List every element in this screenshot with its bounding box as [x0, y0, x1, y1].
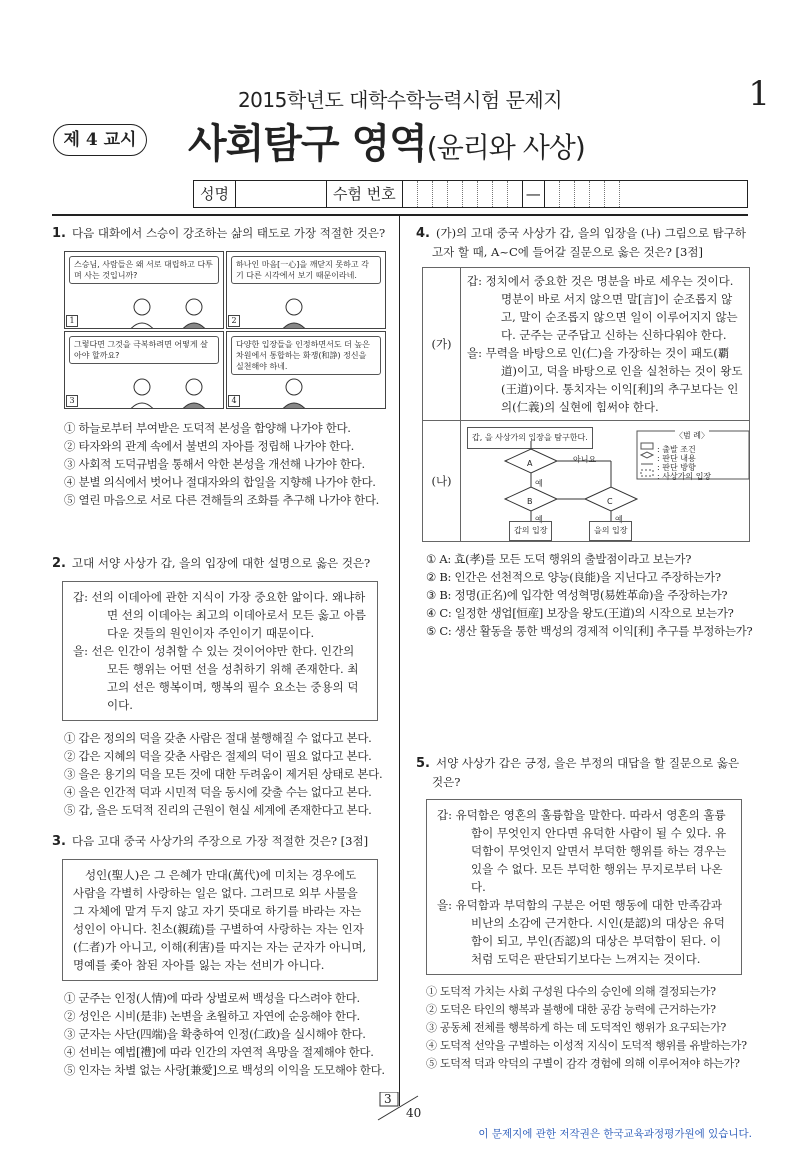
answer-option[interactable]: ② B: 인간은 선천적으로 양능(良能)을 지닌다고 주장하는가?	[426, 570, 721, 584]
legend-item: : 사상가의 입장	[657, 472, 712, 481]
exam-number-label: 수험 번호	[327, 181, 403, 207]
option-list	[52, 989, 386, 1079]
exam-number-cell[interactable]	[545, 181, 560, 207]
passage-box: 성인(聖人)은 그 은혜가 만대(萬代)에 미치는 경우에도 사람을 각별히 사랑하는 일은 없다. 그러므로 외부 사물을 그 자체에 맡겨 두지 않고 자기 뜻대로 하기를 바라는 자는 성인이 아니다. 친소(親疏)를 구별하여 사랑하는 자는 인자(仁者)가 아니고, 이해(利害)를 따지는 자는 군자가 아니며, 명예를 좇아 참된 자아를 잃는 자는 선비가 아니다.	[62, 859, 378, 981]
panel-number: 1	[66, 315, 78, 327]
answer-option[interactable]: ① 도덕적 가치는 사회 구성원 다수의 승인에 의해 결정되는가?	[426, 985, 716, 998]
teacher-figure-icon	[277, 374, 311, 409]
legend-item: : 판단 내용	[657, 454, 696, 463]
page-number: 1	[748, 74, 770, 114]
answer-option[interactable]: ③ B: 정명(正名)에 입각한 역성혁명(易姓革命)을 주장하는가?	[426, 588, 728, 602]
exam-title: 2015학년도 대학수학능력시험 문제지	[237, 88, 563, 112]
passage-text: 선은 인간이 성취할 수 있는 것이어야만 한다. 인간의 모든 행위는 어떤 선을 성취하기 위해 존재한다. 최고의 선은 행복이며, 행복의 필수 요소는 중용의 덕이다.	[91, 644, 359, 712]
flow-yes-label: 예	[615, 515, 623, 524]
comic-panel	[64, 331, 224, 409]
comic-panel	[64, 251, 224, 329]
answer-option[interactable]: ⑤ 갑, 을은 도덕적 진리의 근원이 현실 세계에 존재한다고 본다.	[64, 803, 372, 817]
passage-text: 무력을 바탕으로 인(仁)을 가장하는 것이 패도(覇道)이고, 덕을 바탕으로 인을 실천하는 것이 왕도(王道)이다. 통치자는 이익[利]의 추구보다는 인의(仁義)의 실현에 힘써야 한다.	[485, 346, 743, 414]
column-divider	[399, 216, 400, 1106]
comic-panel	[226, 251, 386, 329]
section-title	[188, 112, 585, 169]
legend-item: : 출발 조건	[657, 445, 696, 454]
question-5	[416, 754, 750, 1073]
flow-node-b: B	[527, 497, 533, 506]
id-box	[193, 180, 748, 208]
flow-start: 갑, 을 사상가의 입장을 탐구한다.	[467, 427, 593, 449]
question-number: 1.	[52, 226, 66, 241]
na-label: (나)	[423, 421, 461, 541]
exam-number-cell[interactable]	[478, 181, 493, 207]
passage-text: 선의 이데아에 관한 지식이 가장 중요한 앎이다. 왜냐하면 선의 이데아는 최고의 이데아로서 모든 옳고 아름다운 것들의 원인이자 주인이기 때문이다.	[91, 590, 366, 640]
passage-text: 유덕함과 부덕함의 구분은 어떤 행동에 대한 만족감과 비난의 소감에 근거한다. 시인(是認)의 대상은 유덕함이 되고, 부인(否認)의 대상은 부덕함이 된다. 이처럼 도덕은 판단되기보다는 느껴지는 것이다.	[455, 898, 725, 966]
panel-number: 2	[228, 315, 240, 327]
legend-title: 〈범 례〉	[675, 427, 709, 445]
passage-box	[62, 581, 378, 721]
answer-option[interactable]: ② 성인은 시비(是非) 논변을 초월하고 자연에 순응해야 한다.	[64, 1009, 360, 1023]
passage-text: 정치에서 중요한 것은 명분을 바로 세우는 것이다. 명분이 바로 서지 않으면 말[言]이 순조롭지 않고, 말이 순조롭지 않으면 일이 이루어지지 않는다. 군주는 군주답고 신하는 신하다워야 한다.	[485, 274, 738, 342]
question-stem: 다음 고대 중국 사상가의 주장으로 가장 적절한 것은? [3점]	[71, 834, 369, 848]
flow-yes-label: 예	[535, 479, 543, 488]
answer-option[interactable]: ③ 군자는 사단(四端)을 확충하여 인정(仁政)을 실시해야 한다.	[64, 1027, 366, 1041]
question-3	[52, 832, 386, 1079]
page-current: 3	[384, 1092, 392, 1106]
speaker-label: 을:	[73, 644, 88, 658]
question-4	[416, 224, 753, 640]
option-list	[416, 983, 750, 1073]
question-number: 5.	[416, 756, 430, 771]
name-field[interactable]	[236, 181, 327, 207]
flow-node-c: C	[607, 497, 613, 506]
flowchart	[461, 421, 749, 541]
passage-box	[426, 799, 742, 975]
answer-option[interactable]: ④ 을은 인간적 덕과 시민적 덕을 동시에 갖출 수는 없다고 본다.	[64, 785, 372, 799]
answer-option[interactable]: ③ 사회적 도덕규범을 통해서 악한 본성을 개선해 나가야 한다.	[64, 457, 365, 471]
figure-box	[422, 267, 750, 542]
page-fraction	[372, 1092, 428, 1122]
legend-item: : 판단 방향	[657, 463, 696, 472]
exam-number-cell[interactable]	[493, 181, 508, 207]
answer-option[interactable]: ③ 을은 용기의 덕을 모든 것에 대한 두려움이 제거된 상태로 본다.	[64, 767, 383, 781]
student-figure-icon	[125, 374, 159, 409]
option-list	[416, 550, 753, 640]
flow-no-label: 아니요	[573, 455, 597, 464]
header-rule	[52, 214, 748, 216]
copyright-notice: 이 문제지에 관한 저작권은 한국교육과정평가원에 있습니다.	[478, 1128, 752, 1140]
exam-number-cell[interactable]	[620, 181, 634, 207]
answer-option[interactable]: ① 갑은 정의의 덕을 갖춘 사람은 절대 불행해질 수 없다고 본다.	[64, 731, 372, 745]
question-stem: (가)의 고대 중국 사상가 갑, 을의 입장을 (나) 그림으로 탐구하고자 할 때, A~C에 들어갈 질문으로 옳은 것은? [3점]	[432, 226, 746, 259]
speaker-label: 갑:	[437, 808, 452, 822]
exam-number-cell[interactable]	[448, 181, 463, 207]
option-list	[52, 729, 386, 819]
answer-option[interactable]: ④ 선비는 예법[禮]에 따라 인간의 자연적 욕망을 절제해야 한다.	[64, 1045, 374, 1059]
exam-number-cell[interactable]	[403, 181, 418, 207]
passage-text: 유덕함은 영혼의 훌륭함을 말한다. 따라서 영혼의 훌륭함이 무엇인지 안다면 유덕한 사람이 될 수 있다. 유덕함이 무엇인지 알면서 부덕한 행위를 하는 경우는 있을 수 없다. 모든 부덕한 행위는 무지로부터 나온다.	[455, 808, 727, 894]
comic-strip	[64, 251, 386, 409]
exam-number-cell[interactable]	[433, 181, 448, 207]
flow-out-gap: 갑의 입장	[509, 521, 552, 541]
exam-number-cell[interactable]	[590, 181, 605, 207]
speech-bubble: 하나인 마음[一心]을 깨닫지 못하고 각기 다른 시각에서 보기 때문이라네.	[231, 256, 381, 284]
section-title-main: 사회탐구 영역	[188, 121, 427, 167]
flow-yes-label: 예	[535, 515, 543, 524]
exam-number-cell[interactable]	[508, 181, 523, 207]
answer-option[interactable]: ⑤ 열린 마음으로 서로 다른 견해들의 조화를 추구해 나가야 한다.	[64, 493, 379, 507]
speech-bubble: 스승님, 사람들은 왜 서로 대립하고 다투며 사는 것입니까?	[69, 256, 219, 284]
exam-number-dash: —	[523, 181, 545, 207]
speech-bubble: 다양한 입장들을 인정하면서도 더 높은 차원에서 통합하는 화쟁(和諍) 정신을 실천해야 하네.	[231, 336, 381, 375]
answer-option[interactable]: ① A: 효(孝)를 모든 도덕 행위의 출발점이라고 보는가?	[426, 552, 692, 566]
answer-option[interactable]: ⑤ C: 생산 활동을 통한 백성의 경제적 이익[利] 추구를 부정하는가?	[426, 624, 753, 638]
answer-option[interactable]: ① 군주는 인정(人情)에 따라 상벌로써 백성을 다스려야 한다.	[64, 991, 360, 1005]
panel-number: 4	[228, 395, 240, 407]
exam-number-cell[interactable]	[605, 181, 620, 207]
page-total: 40	[406, 1106, 422, 1120]
question-number: 4.	[416, 226, 430, 241]
ga-passage	[461, 268, 749, 421]
speaker-label: 을:	[437, 898, 452, 912]
question-2	[52, 554, 386, 819]
question-number: 3.	[52, 834, 66, 849]
question-stem: 고대 서양 사상가 갑, 을의 입장에 대한 설명으로 옳은 것은?	[71, 556, 371, 570]
speaker-label: 갑:	[73, 590, 88, 604]
teacher-figure-icon	[277, 294, 311, 329]
answer-option[interactable]: ① 하늘로부터 부여받은 도덕적 본성을 함양해 나가야 한다.	[64, 421, 351, 435]
exam-number-cell[interactable]	[463, 181, 478, 207]
question-number: 2.	[52, 556, 66, 571]
answer-option[interactable]: ④ C: 일정한 생업[恒産] 보장을 왕도(王道)의 시작으로 보는가?	[426, 606, 734, 620]
exam-number-cell[interactable]	[575, 181, 590, 207]
answer-option[interactable]: ② 도덕은 타인의 행복과 불행에 대한 공감 능력에 근거하는가?	[426, 1003, 716, 1016]
student-figure-icon	[125, 294, 159, 329]
answer-option[interactable]: ④ 분별 의식에서 벗어나 절대자와의 합일을 지향해 나가야 한다.	[64, 475, 376, 489]
answer-option[interactable]: ② 타자와의 관계 속에서 불변의 자아를 정립해 나가야 한다.	[64, 439, 355, 453]
question-stem: 서양 사상가 갑은 긍정, 을은 부정의 대답을 할 질문으로 옳은 것은?	[432, 756, 740, 789]
panel-number: 3	[66, 395, 78, 407]
flow-node-a: A	[527, 459, 533, 468]
ga-label: (가)	[423, 268, 461, 421]
answer-option[interactable]: ② 갑은 지혜의 덕을 갖춘 사람은 절제의 덕이 필요 없다고 본다.	[64, 749, 372, 763]
teacher-figure-icon	[177, 294, 211, 329]
question-stem: 다음 대화에서 스승이 강조하는 삶의 태도로 가장 적절한 것은?	[71, 226, 386, 240]
section-subtitle: (윤리와 사상)	[426, 131, 585, 164]
answer-option[interactable]: ③ 공동체 전체를 행복하게 하는 데 도덕적인 행위가 요구되는가?	[426, 1021, 727, 1034]
answer-option[interactable]: ④ 도덕적 선악을 구별하는 이성적 지식이 도덕적 행위를 유발하는가?	[426, 1039, 747, 1052]
teacher-figure-icon	[177, 374, 211, 409]
speaker-label: 을:	[467, 346, 482, 360]
session-badge: 제 4 교시	[53, 124, 147, 156]
option-list	[52, 419, 386, 509]
speaker-label: 갑:	[467, 274, 482, 288]
flow-out-eul: 을의 입장	[589, 521, 632, 541]
exam-number-cell[interactable]	[418, 181, 433, 207]
answer-option[interactable]: ⑤ 도덕적 덕과 악덕의 구별이 감각 경험에 의해 이루어져야 하는가?	[426, 1057, 740, 1070]
answer-option[interactable]: ⑤ 인자는 차별 없는 사랑[兼愛]으로 백성의 이익을 도모해야 한다.	[64, 1063, 385, 1077]
name-label: 성명	[194, 181, 236, 207]
comic-panel	[226, 331, 386, 409]
question-1	[52, 224, 386, 509]
exam-number-cell[interactable]	[560, 181, 575, 207]
speech-bubble: 그렇다면 그것을 극복하려면 어떻게 살아야 할까요?	[69, 336, 219, 364]
